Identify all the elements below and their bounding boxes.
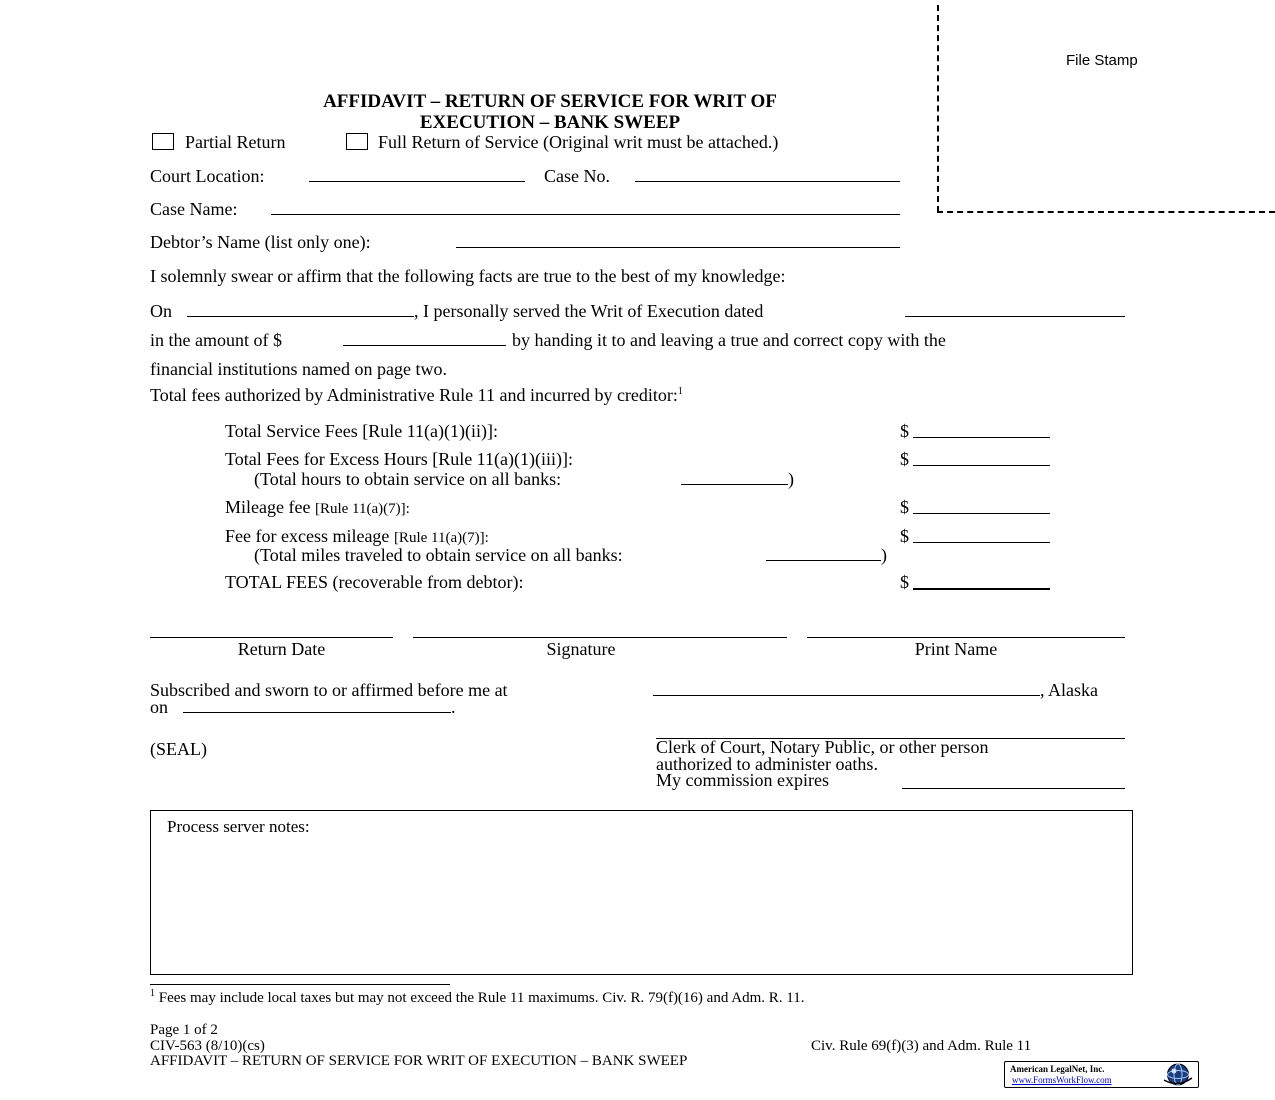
clerk-title-line2: authorized to administer oaths. xyxy=(656,754,878,774)
court-location-field[interactable] xyxy=(309,181,525,182)
mileage-fee-rule: [Rule 11(a)(7)]: xyxy=(314,501,410,517)
case-name-field[interactable] xyxy=(271,214,900,215)
commission-expires-field[interactable] xyxy=(902,788,1125,789)
excess-hours-dollar: $ xyxy=(900,449,909,469)
process-server-notes-label: Process server notes: xyxy=(167,817,310,836)
mileage-fee-dollar: $ xyxy=(900,497,909,517)
page-number: Page 1 of 2 xyxy=(150,1022,218,1038)
case-no-field[interactable] xyxy=(635,181,900,182)
footnote-rule xyxy=(150,984,450,985)
notary-on-label: on xyxy=(150,697,168,717)
return-date-label: Return Date xyxy=(237,639,326,659)
notary-location-field[interactable] xyxy=(653,695,1040,696)
commission-label: My commission expires xyxy=(656,770,829,790)
fees-intro xyxy=(150,385,683,405)
service-fees-label: Total Service Fees [Rule 11(a)(1)(ii)]: xyxy=(225,421,498,441)
amount-field[interactable] xyxy=(343,345,506,346)
return-date-field[interactable] xyxy=(150,637,393,638)
court-location-label: Court Location: xyxy=(150,166,265,186)
footnote-text: Fees may include local taxes but may not exceed the Rule 11 maximums. Civ. R. 79(f)(16) and Adm. R. 11. xyxy=(158,990,805,1006)
case-no-label: Case No. xyxy=(544,166,610,186)
partial-return-checkbox[interactable] xyxy=(152,133,174,150)
logo-url-link[interactable]: www.FormsWorkFlow.com xyxy=(1012,1075,1112,1085)
print-name-label: Print Name xyxy=(914,639,998,659)
total-fees-dollar: $ xyxy=(900,572,909,592)
handing-text: by handing it to and leaving a true and correct copy with the xyxy=(512,330,946,350)
notary-date-field[interactable] xyxy=(183,712,451,713)
mileage-fee-field[interactable] xyxy=(913,513,1050,514)
form-title-line1: AFFIDAVIT – RETURN OF SERVICE FOR WRIT OF xyxy=(323,91,777,112)
total-fees-field[interactable] xyxy=(913,588,1050,590)
miles-note-close: ) xyxy=(881,545,887,565)
writ-date-field[interactable] xyxy=(905,316,1125,317)
notary-date-period: . xyxy=(451,697,456,717)
partial-return-label: Partial Return xyxy=(185,132,286,152)
service-fees-dollar: $ xyxy=(900,421,909,441)
service-date-field[interactable] xyxy=(187,316,414,317)
excess-mileage-rule: [Rule 11(a)(7)]: xyxy=(393,530,489,546)
fees-intro-text: Total fees authorized by Administrative Rule 11 and incurred by creditor: xyxy=(150,385,678,405)
footer-form-title: AFFIDAVIT – RETURN OF SERVICE FOR WRIT OF EXECUTION – BANK SWEEP xyxy=(150,1053,688,1069)
file-stamp-border-horizontal xyxy=(937,211,1275,213)
hours-note-label: (Total hours to obtain service on all banks: xyxy=(254,469,562,489)
mileage-fee-label: Mileage fee xyxy=(225,497,311,517)
logo-company-name: American LegalNet, Inc. xyxy=(1010,1064,1105,1074)
excess-mileage-dollar: $ xyxy=(900,526,909,546)
full-return-checkbox[interactable] xyxy=(346,133,368,150)
fees-intro-footnote-mark: 1 xyxy=(677,386,683,397)
alaska-label: , Alaska xyxy=(1040,680,1098,700)
print-name-field[interactable] xyxy=(807,637,1125,638)
footnote-mark: 1 xyxy=(150,988,155,999)
case-name-label: Case Name: xyxy=(150,199,238,219)
seal-label: (SEAL) xyxy=(150,739,207,759)
served-text: , I personally served the Writ of Execution dated xyxy=(414,301,764,321)
total-fees-label: TOTAL FEES (recoverable from debtor): xyxy=(225,572,524,592)
excess-hours-label: Total Fees for Excess Hours [Rule 11(a)(1)(iii)]: xyxy=(225,449,573,469)
form-number: CIV-563 (8/10)(cs) xyxy=(150,1038,265,1054)
amount-label: in the amount of $ xyxy=(150,330,282,350)
excess-hours-field[interactable] xyxy=(913,465,1050,466)
subscribed-text: Subscribed and sworn to or affirmed before me at xyxy=(150,680,508,700)
institutions-text: financial institutions named on page two. xyxy=(150,359,447,379)
debtor-name-field[interactable] xyxy=(456,247,900,248)
total-miles-field[interactable] xyxy=(766,560,881,561)
miles-note-label: (Total miles traveled to obtain service on all banks: xyxy=(254,545,623,565)
service-fees-field[interactable] xyxy=(913,437,1050,438)
signature-label: Signature xyxy=(546,639,616,659)
affirm-statement: I solemnly swear or affirm that the following facts are true to the best of my knowledge: xyxy=(150,266,786,286)
excess-mileage-label: Fee for excess mileage xyxy=(225,526,390,546)
debtor-name-label: Debtor’s Name (list only one): xyxy=(150,232,371,252)
clerk-title-line1: Clerk of Court, Notary Public, or other person xyxy=(656,737,989,757)
service-on-label: On xyxy=(150,301,172,321)
footer-rules: Civ. Rule 69(f)(3) and Adm. Rule 11 xyxy=(811,1038,1032,1054)
form-title-line2: EXECUTION – BANK SWEEP xyxy=(419,112,681,133)
signature-field[interactable] xyxy=(413,637,787,638)
total-hours-field[interactable] xyxy=(681,484,788,485)
globe-icon xyxy=(1160,1062,1196,1087)
full-return-label: Full Return of Service (Original writ must be attached.) xyxy=(378,132,779,152)
file-stamp-label: File Stamp xyxy=(1066,52,1138,69)
excess-mileage-field[interactable] xyxy=(913,542,1050,543)
hours-note-close: ) xyxy=(788,469,794,489)
